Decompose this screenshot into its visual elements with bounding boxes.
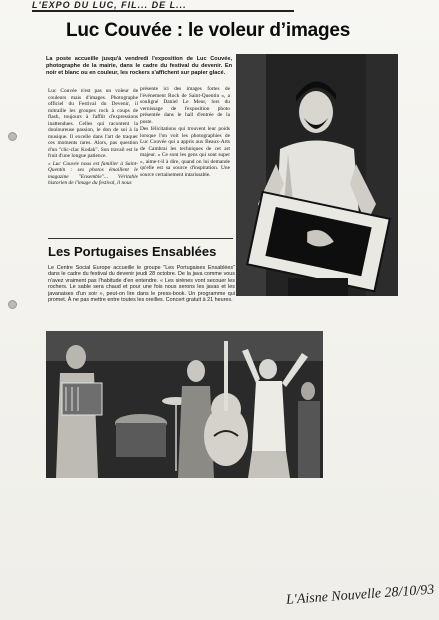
paragraph: Luc Couvée n'est pas un voleur de couleurs mais d'images. Photographe officiel du Festival du Devenir, il mitraille les groupes rock à coups de flash, toujours à l'affût d'expressions inattendues. Celles qui racontent la douloureuse passion, le don de soi à la musique. Il excelle dans l'art de traquer ces moments rares. Alors, pas question d'un "clic-clac Kodak". Son travail est le fruit d'une longue patience. (48, 88, 138, 159)
article2-body: Le Centre Social Europe accueille le groupe "Les Portugaises Ensablées" dans le cadre du festival du devenir jeudi 28 octobre. De la java comme vous n'avez vraiment pas l'habitude d'en entendre. « Les sirènes vont secouer les rochers. Le sable sera chaud et pour une fois nous serons les javas et les javanaises d'un soir », peut-on lire dans le press-book. Un programme qui promet. À ne pas mettre entre toutes les oreilles. Concert gratuit à 21 heures. (48, 265, 235, 304)
cut-header-strip: L'EXPO DU LUC, FIL... DE L... (32, 0, 294, 12)
photographer-photo-image (236, 54, 398, 296)
band-photo-image (46, 331, 323, 478)
paragraph: présente ici des images fortes de l'événement Rock de Saint-Quentin », a souligné Daniel Le Meur, lors du vernissage de l'exposition photo présentée dans le hall d'entrée de la poste. (140, 86, 230, 125)
article2-headline: Les Portugaises Ensablées (48, 244, 217, 259)
paragraph: « Luc Couvée nous est familier à Saint-Quentin : ses photos émaillent le magazine "Ensemble"... Véritable historien de l'image du festival, il nous (48, 160, 138, 186)
article-lead: La poste accueille jusqu'à vendredi l'exposition de Luc Couvée, photographe de la mairie, dans le cadre du festival du devenir. En noir et blanc ou en couleur, les rockers s'affichent sur papier glacé. (46, 56, 232, 76)
article-column-1 (48, 88, 138, 228)
punch-hole (8, 132, 17, 141)
handwritten-source-note: L'Aisne Nouvelle 28/10/93 (285, 582, 435, 608)
article-headline: Luc Couvée : le voleur d’images (66, 20, 351, 41)
band-photo (46, 331, 323, 478)
section-divider (48, 238, 233, 239)
article-column-2 (140, 86, 230, 236)
punch-hole (8, 300, 17, 309)
photographer-photo (236, 54, 398, 296)
paragraph: Des félicitations qui trouvent leur poids lorsque l'on voit les photographies de Luc Couvée qui a appris aux Beaux-Arts de Cambrai les techniques de cet art majeur. « Ce sont les gens qui sont super », aime-t-il à dire, quand on lui demande qu'elle est sa source d'inspiration. Une source certainement intarissable. (140, 126, 230, 178)
